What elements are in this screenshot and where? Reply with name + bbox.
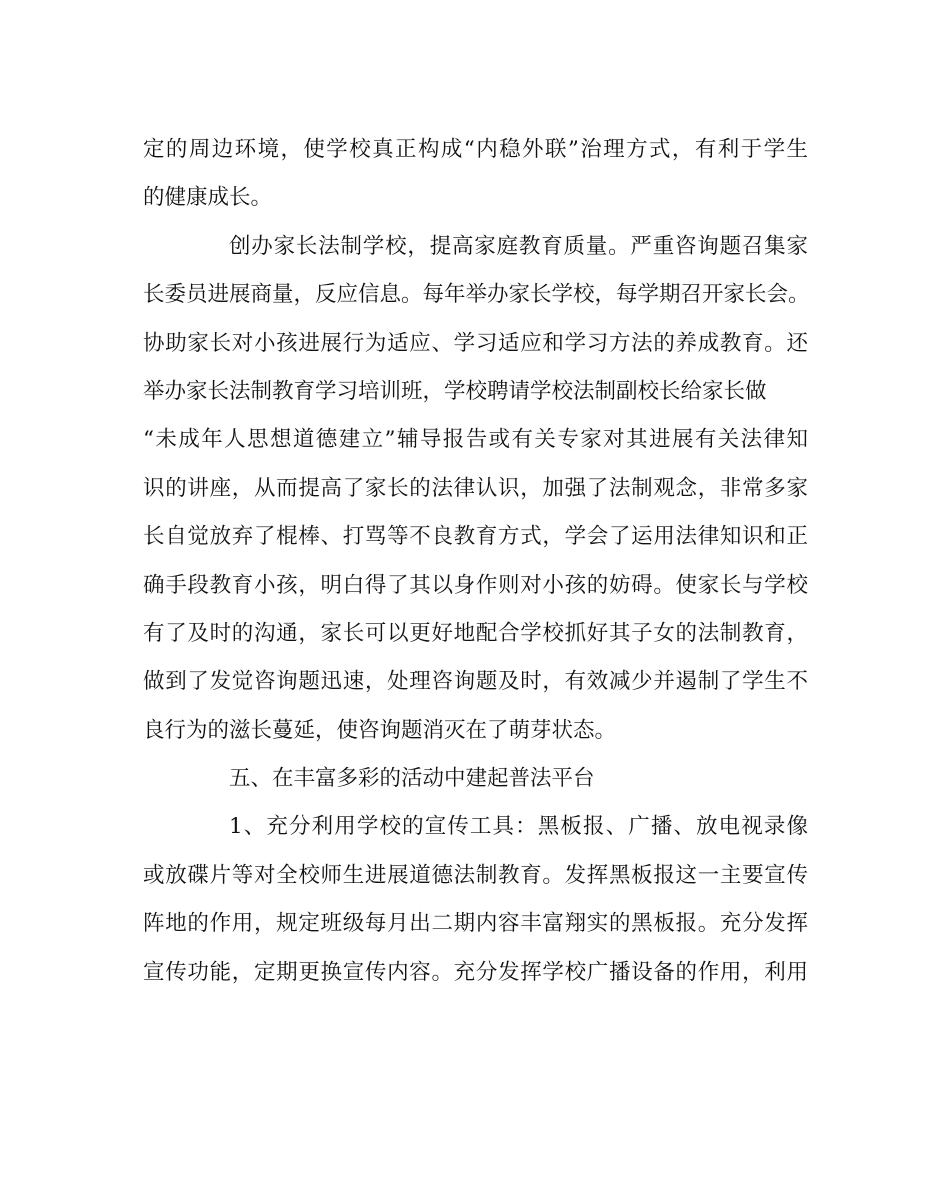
text-line: 长自觉放弃了棍棒、打骂等不良教育方式，学会了运用法律知识和正: [143, 524, 808, 550]
text-line: “未成年人思想道德建立”辅导报告或有关专家对其进展有关法律知: [143, 427, 808, 453]
text-line: 识的讲座，从而提高了家长的法律认识，加强了法制观念，非常多家: [143, 475, 808, 501]
text-line: 良行为的滋长蔓延，使咨询题消灭在了萌芽状态。: [143, 717, 617, 743]
text-line: 有了及时的沟通，家长可以更好地配合学校抓好其子女的法制教育，: [143, 620, 808, 646]
text-line: 的健康成长。: [143, 185, 273, 211]
text-line: 定的周边环境，使学校真正构成“内稳外联”治理方式，有利于学生: [143, 137, 808, 162]
text-line: 或放碟片等对全校师生进展道德法制教育。发挥黑板报这一主要宣传: [143, 862, 808, 888]
text-line: 1、充分利用学校的宣传工具：黑板报、广播、放电视录像: [229, 814, 808, 840]
text-line: 举办家长法制教育学习培训班，学校聘请学校法制副校长给家长做: [143, 378, 767, 404]
text-line: 创办家长法制学校，提高家庭教育质量。严重咨询题召集家: [229, 233, 808, 259]
text-line: 确手段教育小孩，明白得了其以身作则对小孩的妨碍。使家长与学校: [143, 572, 808, 598]
text-line: 做到了发觉咨询题迅速，处理咨询题及时，有效减少并遏制了学生不: [143, 669, 808, 695]
text-line: 五、在丰富多彩的活动中建起普法平台: [229, 766, 595, 792]
text-line: 协助家长对小孩进展行为适应、学习适应和学习方法的养成教育。还: [143, 330, 808, 356]
text-line: 长委员进展商量，反应信息。每年举办家长学校，每学期召开家长会。: [143, 282, 810, 308]
text-line: 宣传功能，定期更换宣传内容。充分发挥学校广播设备的作用，利用: [143, 959, 808, 985]
text-line: 阵地的作用，规定班级每月出二期内容丰富翔实的黑板报。充分发挥: [143, 911, 808, 937]
body-text: [143, 126, 808, 997]
